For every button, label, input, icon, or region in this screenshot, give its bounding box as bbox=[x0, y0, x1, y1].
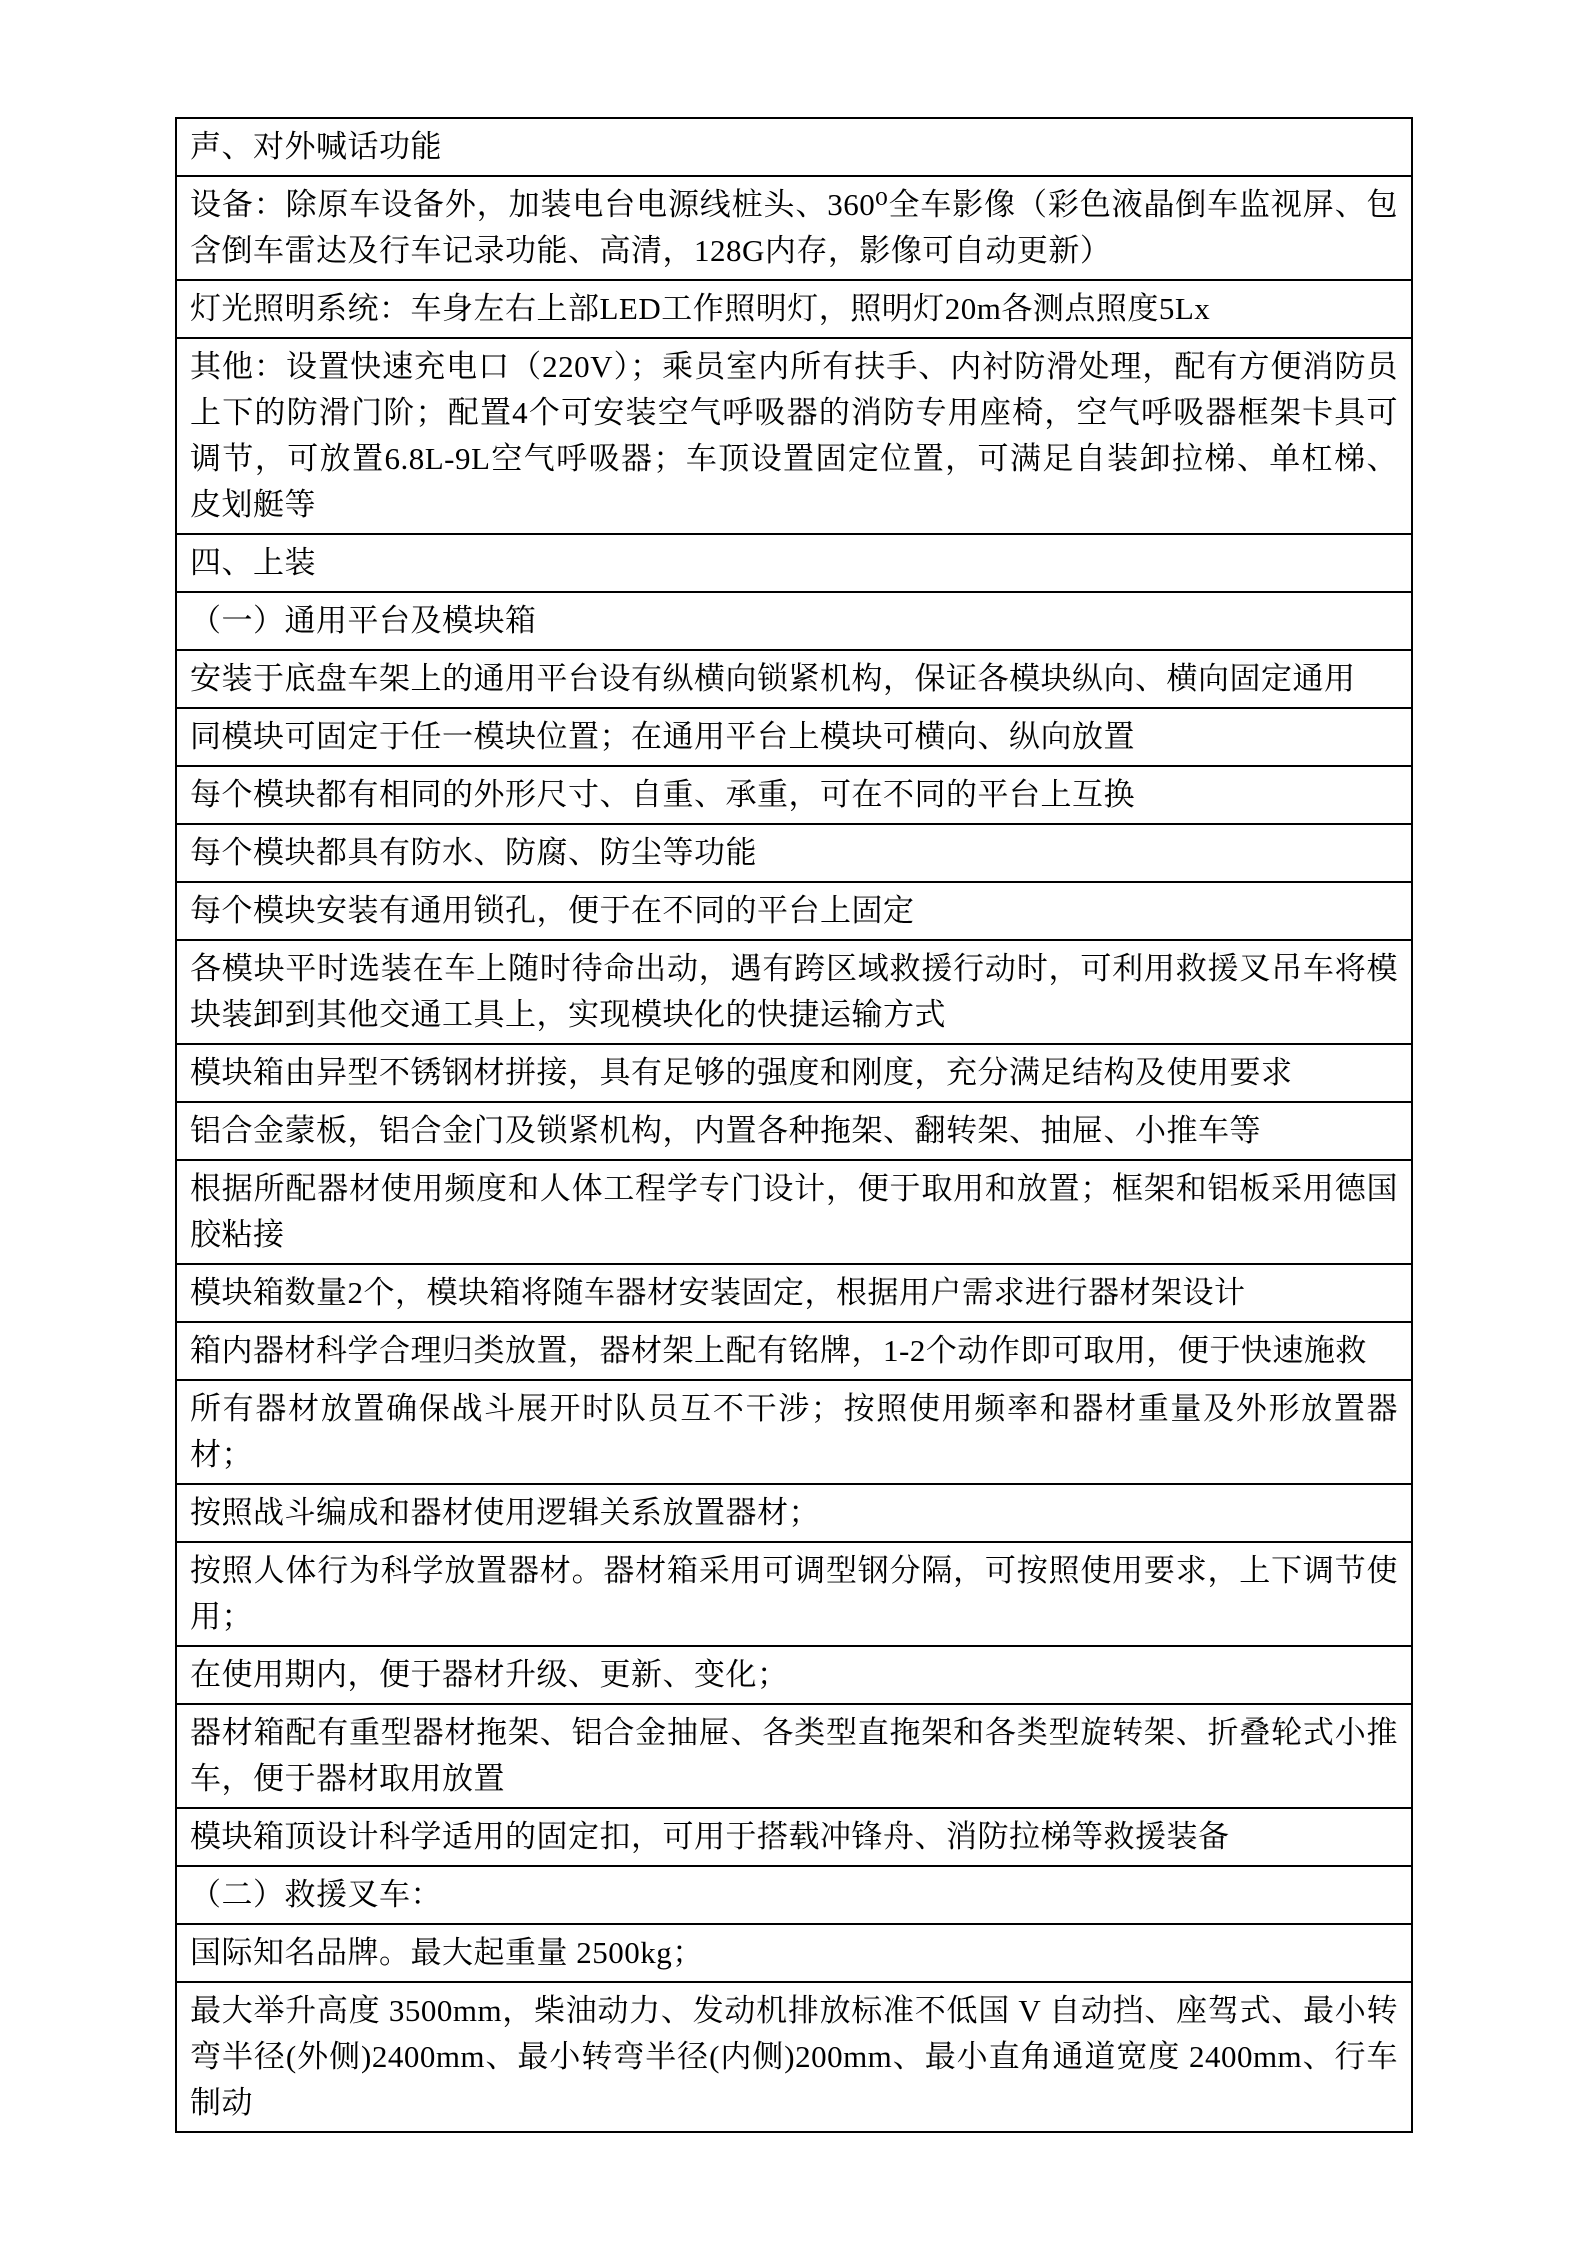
table-row bbox=[176, 708, 1412, 766]
table-row bbox=[176, 338, 1412, 534]
spec-cell: 每个模块都具有防水、防腐、防尘等功能 bbox=[176, 824, 1412, 882]
table-row bbox=[176, 1484, 1412, 1542]
table-row bbox=[176, 1808, 1412, 1866]
spec-cell: 声、对外喊话功能 bbox=[176, 118, 1412, 176]
spec-cell: 在使用期内，便于器材升级、更新、变化； bbox=[176, 1646, 1412, 1704]
table-row bbox=[176, 1542, 1412, 1646]
spec-cell: 安装于底盘车架上的通用平台设有纵横向锁紧机构，保证各模块纵向、横向固定通用 bbox=[176, 650, 1412, 708]
spec-table-body bbox=[176, 118, 1412, 2132]
spec-cell: 器材箱配有重型器材拖架、铝合金抽屉、各类型直拖架和各类型旋转架、折叠轮式小推车，便于器材取用放置 bbox=[176, 1704, 1412, 1808]
spec-cell: 每个模块都有相同的外形尺寸、自重、承重，可在不同的平台上互换 bbox=[176, 766, 1412, 824]
table-row bbox=[176, 1646, 1412, 1704]
table-row bbox=[176, 1044, 1412, 1102]
table-row bbox=[176, 1380, 1412, 1484]
spec-cell: 灯光照明系统：车身左右上部LED工作照明灯，照明灯20m各测点照度5Lx bbox=[176, 280, 1412, 338]
spec-cell: （一）通用平台及模块箱 bbox=[176, 592, 1412, 650]
table-row bbox=[176, 882, 1412, 940]
spec-cell: 箱内器材科学合理归类放置，器材架上配有铭牌，1-2个动作即可取用，便于快速施救 bbox=[176, 1322, 1412, 1380]
spec-cell: 其他：设置快速充电口（220V）；乘员室内所有扶手、内衬防滑处理，配有方便消防员上下的防滑门阶；配置4个可安装空气呼吸器的消防专用座椅，空气呼吸器框架卡具可调节，可放置6.8L-9L空气呼吸器；车顶设置固定位置，可满足自装卸拉梯、单杠梯、皮划艇等 bbox=[176, 338, 1412, 534]
spec-cell: 设备：除原车设备外，加装电台电源线桩头、360⁰全车影像（彩色液晶倒车监视屏、包含倒车雷达及行车记录功能、高清，128G内存，影像可自动更新） bbox=[176, 176, 1412, 280]
spec-cell: 模块箱顶设计科学适用的固定扣，可用于搭载冲锋舟、消防拉梯等救援装备 bbox=[176, 1808, 1412, 1866]
table-row bbox=[176, 1160, 1412, 1264]
spec-cell: 铝合金蒙板，铝合金门及锁紧机构，内置各种拖架、翻转架、抽屉、小推车等 bbox=[176, 1102, 1412, 1160]
spec-cell: 四、上装 bbox=[176, 534, 1412, 592]
table-row bbox=[176, 176, 1412, 280]
table-row bbox=[176, 1704, 1412, 1808]
table-row bbox=[176, 1322, 1412, 1380]
table-row bbox=[176, 1264, 1412, 1322]
spec-cell: （二）救援叉车： bbox=[176, 1866, 1412, 1924]
spec-cell: 模块箱数量2个，模块箱将随车器材安装固定，根据用户需求进行器材架设计 bbox=[176, 1264, 1412, 1322]
spec-cell: 各模块平时选装在车上随时待命出动，遇有跨区域救援行动时，可利用救援叉吊车将模块装卸到其他交通工具上，实现模块化的快捷运输方式 bbox=[176, 940, 1412, 1044]
spec-cell: 最大举升高度 3500mm，柴油动力、发动机排放标准不低国 V 自动挡、座驾式、最小转弯半径(外侧)2400mm、最小转弯半径(内侧)200mm、最小直角通道宽度 2400mm、行车制动 bbox=[176, 1982, 1412, 2132]
spec-cell: 模块箱由异型不锈钢材拼接，具有足够的强度和刚度，充分满足结构及使用要求 bbox=[176, 1044, 1412, 1102]
spec-cell: 国际知名品牌。最大起重量 2500kg； bbox=[176, 1924, 1412, 1982]
table-row bbox=[176, 824, 1412, 882]
spec-cell: 按照战斗编成和器材使用逻辑关系放置器材； bbox=[176, 1484, 1412, 1542]
table-row bbox=[176, 1102, 1412, 1160]
table-row bbox=[176, 766, 1412, 824]
table-row bbox=[176, 280, 1412, 338]
spec-cell: 按照人体行为科学放置器材。器材箱采用可调型钢分隔，可按照使用要求，上下调节使用； bbox=[176, 1542, 1412, 1646]
table-row bbox=[176, 650, 1412, 708]
spec-cell: 每个模块安装有通用锁孔，便于在不同的平台上固定 bbox=[176, 882, 1412, 940]
table-row bbox=[176, 1982, 1412, 2132]
spec-cell: 根据所配器材使用频度和人体工程学专门设计，便于取用和放置；框架和铝板采用德国胶粘接 bbox=[176, 1160, 1412, 1264]
table-row bbox=[176, 940, 1412, 1044]
table-row bbox=[176, 118, 1412, 176]
spec-cell: 同模块可固定于任一模块位置；在通用平台上模块可横向、纵向放置 bbox=[176, 708, 1412, 766]
spec-table bbox=[175, 117, 1413, 2133]
table-row bbox=[176, 592, 1412, 650]
spec-cell: 所有器材放置确保战斗展开时队员互不干涉；按照使用频率和器材重量及外形放置器材； bbox=[176, 1380, 1412, 1484]
table-row bbox=[176, 1866, 1412, 1924]
table-row bbox=[176, 1924, 1412, 1982]
table-row bbox=[176, 534, 1412, 592]
